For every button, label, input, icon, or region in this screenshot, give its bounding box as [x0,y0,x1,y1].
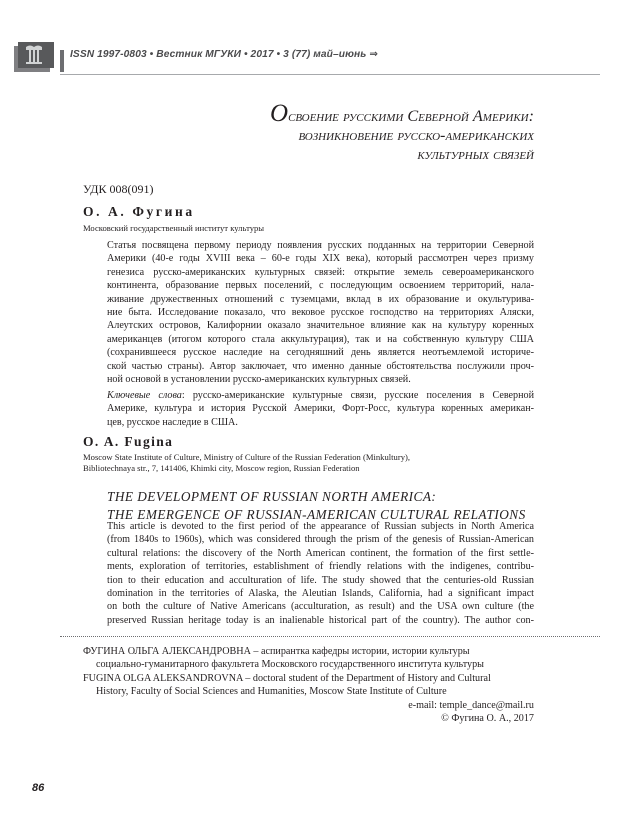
keywords-line: Америке, культура и история Русской Америки, Форт-Росс, культура коренных американ- [107,403,534,415]
abstract-ru-line: американцев (итогом которого стала аккультурация), так и на собственную культуру США [107,333,534,345]
abstract-en-line: This article is devoted to the first period of the appearance of Russian subjects in North America [107,521,534,532]
author-info-ru-line-2: социально-гуманитарного факультета Московского государственного института культуры [96,659,484,671]
footnote-divider [60,636,600,637]
author-info-en-line-2: History, Faculty of Social Sciences and Humanities, Moscow State Institute of Culture [96,686,447,698]
abstract-ru-line: ской частью страны). Автор заключает, что именно данные обстоятельства послужили проч- [107,360,534,372]
title-ru-line-2: возникновение русско-американских [298,126,534,144]
keywords-line: Ключевые слова: русско-американские культурные связи, русские поселения в Северной [107,390,535,401]
author-info-en-name: FUGINA OLGA ALEKSANDROVNA [83,672,243,684]
title-dropcap: О [270,100,289,127]
abstract-ru-line: (сохранившееся русское наследие на сегодняшний день является неотъемлемой историче- [107,347,534,359]
author-info [83,645,534,725]
title-en-line: THE EMERGENCE OF RUSSIAN-AMERICAN CULTURAL RELATIONS [107,507,526,522]
abstract-en-line: (from 1840s to 1960s), which was considered through the prism of the genesis of Russian-American [107,534,534,546]
abstract-ru-line: Алеутских островов, Калифорнии оказало значительное влияние как на культуру коренных [107,320,534,332]
journal-logo [14,42,54,72]
copyright: © Фугина О. А., 2017 [441,713,534,725]
udc-code: УДК 008(091) [83,182,154,196]
keywords-ru [107,389,534,429]
article-title-ru [270,100,534,164]
abstract-en-line: on both the culture of Native Americans (acculturation, as result) and the USA own culture (the [107,601,534,613]
author-email: e-mail: temple_dance@mail.ru [408,699,534,711]
abstract-ru-line: ной основой в установлении русско-американских культурных связей. [107,374,411,386]
affiliation-en-line: Bibliotechnaya str., 7, 141406, Khimki city, Moscow region, Russian Federation [83,463,360,473]
author-info-ru-name: ФУГИНА ОЛЬГА АЛЕКСАНДРОВНА [83,646,251,657]
article-title-en [107,488,526,524]
title-en-line: THE DEVELOPMENT OF RUSSIAN NORTH AMERICA: [107,489,437,504]
header-divider [60,74,600,75]
affiliation-en-line: Moscow State Institute of Culture, Ministry of Culture of the Russian Federation (Minkultury), [83,452,410,462]
affiliation-ru: Московский государственный институт культуры [83,223,265,233]
journal-header: ISSN 1997-0803 • Вестник МГУКИ • 2017 • 3 (77) май–июнь ⇒ [70,49,378,60]
abstract-en-line: cultural relations: the discovery of the North American continent, the formation of the first settle- [107,547,534,559]
abstract-ru-line: ние быта. Исследование показало, что вековое русское господство на территориях Аляски, [107,307,534,319]
affiliation-en [83,452,410,474]
title-ru-line-1: Освоение русскими Северной Америки: [270,100,534,127]
abstract-ru-line: Америки (40-е годы XVIII века – 60-е годы XIX века), который рассмотрен через призму [107,253,534,265]
abstract-en-line: ments, exploration of territories, establishment of friendly relations with the indigenes, contribu- [107,561,534,573]
abstract-ru-line: континента, образование первых поселений, с последующим освоением территорий, нала- [107,280,534,292]
keywords-line: цев, русское наследие в США. [107,416,238,428]
author-name-ru: О. А. Фугина [83,204,195,219]
author-name-en: O. A. Fugina [83,434,174,449]
abstract-en-line: domination in the territories of Alaska, the Aleutian Islands, California, had a significant impact [107,588,534,600]
abstract-ru-line: Статья посвящена первому периоду появления русских подданных на территории Северной [107,240,534,251]
abstract-en-line: preserved Russian heritage today is an inalienable historical part of the country). The author con- [107,614,534,626]
page-number: 86 [32,782,45,794]
abstract-ru-line: живание дружественных отношений с туземцами, вклад в их образование и окультурива- [107,293,534,305]
abstract-ru-line: генезиса русско-американских культурных связей: открытие земель североамериканского [107,266,534,278]
keywords-label: Ключевые слова [107,390,182,401]
author-info-en-line-1: FUGINA OLGA ALEKSANDROVNA – doctoral student of the Department of History and Cultural [83,672,491,684]
abstract-en [107,520,534,627]
header-rule [60,50,64,72]
author-info-ru-line-1: ФУГИНА ОЛЬГА АЛЕКСАНДРОВНА – аспирантка кафедры истории, истории культуры [83,646,470,657]
abstract-en-line: tion to their education and acculturation of life. The study showed that the centuries-old Russian [107,574,534,586]
title-ru-line-3: культурных связей [417,145,534,163]
abstract-ru [107,239,534,386]
